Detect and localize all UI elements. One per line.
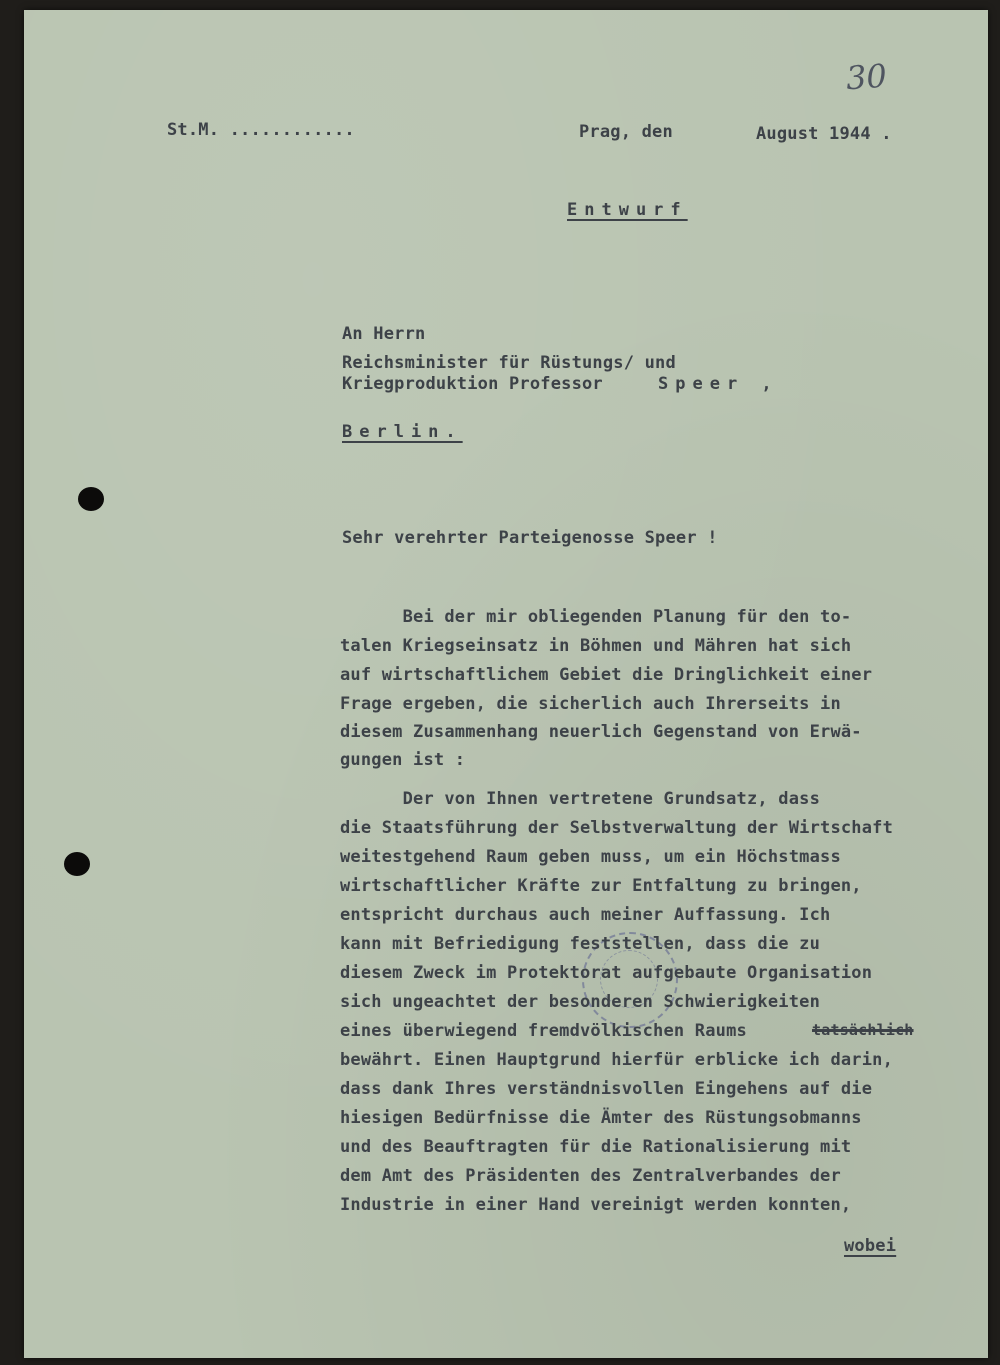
- p2-line-4: wirtschaftlicher Kräfte zur Entfaltung zu bringen,: [340, 876, 862, 896]
- p2-line-15: Industrie in einer Hand vereinigt werden konnten,: [340, 1195, 852, 1215]
- place-date: Prag, den: [579, 122, 673, 142]
- p1-line-6: gungen ist :: [340, 750, 466, 770]
- heading-entwurf: Entwurf: [567, 200, 688, 220]
- p2-line-8: sich ungeachtet der besonderen Schwierigkeiten: [340, 992, 821, 1012]
- punch-hole-top: [78, 487, 104, 511]
- p2-line-3: weitestgehend Raum geben muss, um ein Höchstmass: [340, 847, 841, 867]
- p1-line-1: Bei der mir obliegenden Planung für den to-: [340, 607, 852, 627]
- addressee-city: Berlin.: [342, 422, 463, 442]
- p2-line-13: und des Beauftragten für die Rationalisierung mit: [340, 1137, 852, 1157]
- p2-line-14: dem Amt des Präsidenten des Zentralverbandes der: [340, 1166, 841, 1186]
- addressee-name: Speer ,: [658, 374, 779, 394]
- p2-line-9: eines überwiegend fremdvölkischen Raums: [340, 1021, 747, 1041]
- p1-line-5: diesem Zusammenhang neuerlich Gegenstand von Erwä-: [340, 722, 862, 742]
- p2-line-1: Der von Ihnen vertretene Grundsatz, dass: [340, 789, 821, 809]
- addressee-line2: Reichsminister für Rüstungs/ und: [342, 353, 676, 373]
- page-number: 30: [844, 56, 888, 98]
- month-year: August 1944 .: [756, 124, 892, 144]
- p1-line-2: talen Kriegseinsatz in Böhmen und Mähren hat sich: [340, 636, 852, 656]
- p1-line-3: auf wirtschaftlichem Gebiet die Dringlichkeit einer: [340, 665, 873, 685]
- document-page: [24, 10, 988, 1358]
- struck-word: tatsächlich: [812, 1021, 914, 1039]
- p2-line-7: diesem Zweck im Protektorat aufgebaute Organisation: [340, 963, 873, 983]
- salutation: Sehr verehrter Parteigenosse Speer !: [342, 528, 718, 548]
- p1-line-4: Frage ergeben, die sicherlich auch Ihrerseits in: [340, 694, 841, 714]
- p2-line-12: hiesigen Bedürfnisse die Ämter des Rüstungsobmanns: [340, 1108, 862, 1128]
- p2-line-11: dass dank Ihres verständnisvollen Eingehens auf die: [340, 1079, 873, 1099]
- p2-line-10: bewährt. Einen Hauptgrund hierfür erblicke ich darin,: [340, 1050, 894, 1070]
- reference-line: St.M. ............: [167, 120, 355, 140]
- catchword: wobei: [844, 1236, 897, 1256]
- p2-line-5: entspricht durchaus auch meiner Auffassung. Ich: [340, 905, 831, 925]
- addressee-line3: Kriegproduktion Professor: [342, 374, 603, 394]
- p2-line-2: die Staatsführung der Selbstverwaltung der Wirtschaft: [340, 818, 894, 838]
- addressee-line1: An Herrn: [342, 324, 426, 344]
- punch-hole-bottom: [64, 852, 90, 876]
- p2-line-6: kann mit Befriedigung feststellen, dass die zu: [340, 934, 821, 954]
